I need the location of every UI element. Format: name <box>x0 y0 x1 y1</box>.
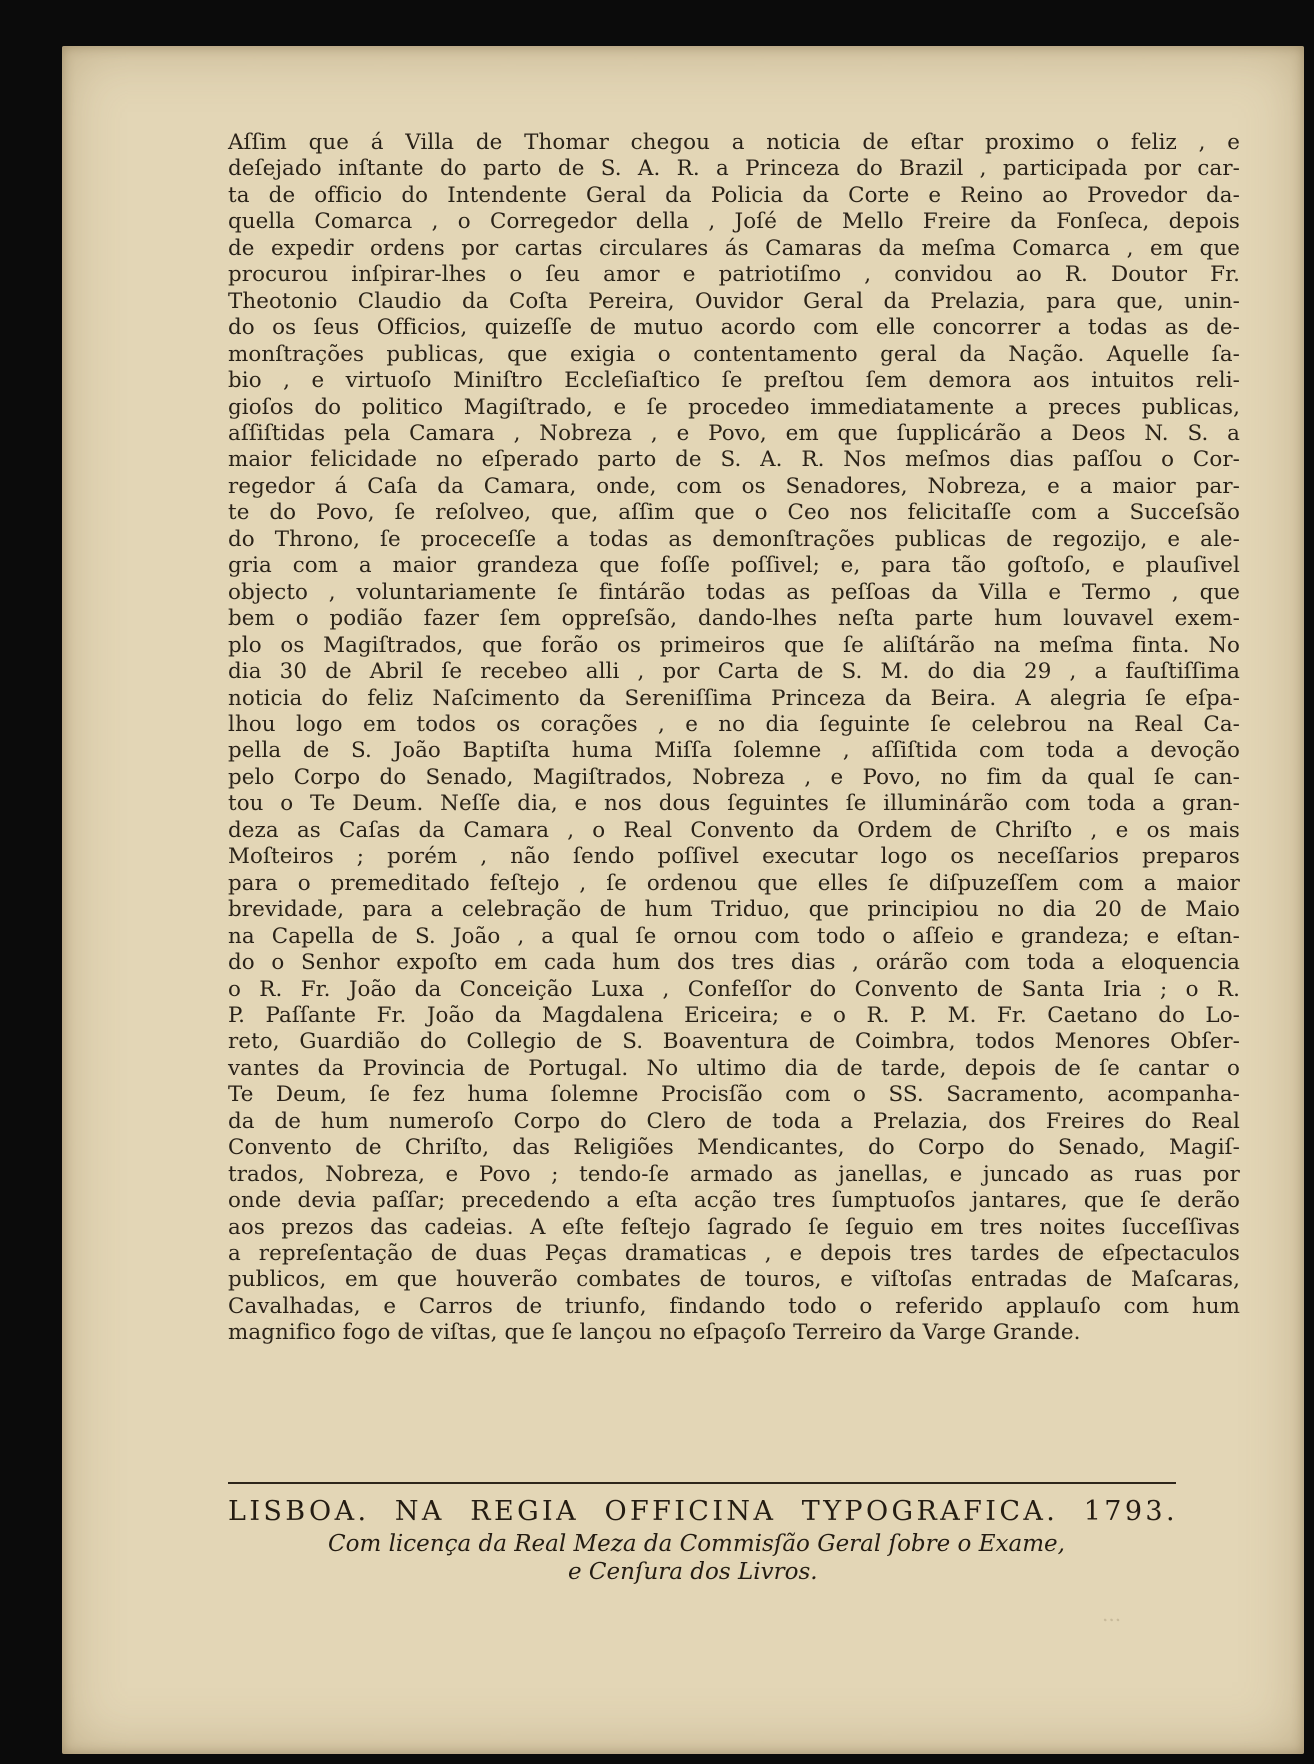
text-line: gioſos do politico Magiſtrado, e ſe procedeo immediatamente a preces publicas, <box>228 394 1240 420</box>
text-line: Theotonio Claudio da Coſta Pereira, Ouvidor Geral da Prelazia, para que, unin- <box>228 288 1240 314</box>
text-line: trados, Nobreza, e Povo ; tendo-ſe armado as janellas, e juncado as ruas por <box>228 1161 1240 1187</box>
imprint-license-line: Com licença da Real Meza da Commisſão Geral ſobre o Exame, <box>328 1531 1065 1557</box>
text-line: a repreſentação de duas Peças dramaticas , e depois tres tardes de eſpectaculos <box>228 1241 1240 1267</box>
text-line: Te Deum, ſe fez huma ſolemne Procisſão com o SS. Sacramento, acompanha- <box>228 1082 1240 1108</box>
text-line: pelo Corpo do Senado, Magiſtrados, Nobreza , e Povo, no fim da qual ſe can- <box>228 764 1240 790</box>
text-line: procurou inſpirar-lhes o ſeu amor e patriotiſmo , convidou ao R. Doutor Fr. <box>228 262 1240 288</box>
text-line: regedor á Caſa da Camara, onde, com os Senadores, Nobreza, e a maior par- <box>228 473 1240 499</box>
text-line: deza as Caſas da Camara , o Real Convento da Ordem de Chriſto , e os mais <box>228 817 1240 843</box>
text-line: maior felicidade no eſperado parto de S. A. R. Nos meſmos dias paſſou o Cor- <box>228 447 1240 473</box>
text-line: objecto , voluntariamente ſe fintárão todas as peſſoas da Villa e Termo , que <box>228 579 1240 605</box>
imprint-license-line-2: e Cenſura dos Livros. <box>568 1559 818 1585</box>
text-line: para o premeditado feſtejo , ſe ordenou que elles ſe diſpuzeſſem com a maior <box>228 870 1240 896</box>
text-line: vantes da Provincia de Portugal. No ultimo dia de tarde, depois de ſe cantar o <box>228 1055 1240 1081</box>
separator-rule <box>228 1482 1176 1484</box>
text-line: de expedir ordens por cartas circulares ás Camaras da meſma Comarca , em que <box>228 235 1240 261</box>
text-line: brevidade, para a celebração de hum Triduo, que principiou no dia 20 de Maio <box>228 897 1240 923</box>
text-line: Aſſim que á Villa de Thomar chegou a noticia de eſtar proximo o feliz , e <box>228 130 1240 155</box>
text-line: bem o podião fazer ſem oppreſsão, dando-lhes neſta parte hum louvavel exem- <box>228 606 1240 632</box>
text-line: monſtrações publicas, que exigia o contentamento geral da Nação. Aquelle ſa- <box>228 341 1240 367</box>
text-line: P. Paſſante Fr. João da Magdalena Ericeira; e o R. P. M. Fr. Caetano do Lo- <box>228 1002 1240 1028</box>
text-line: magnifico fogo de viſtas, que ſe lançou no eſpaçoſo Terreiro da Varge Grande. <box>228 1320 1081 1346</box>
text-line: Convento de Chriſto, das Religiões Mendicantes, do Corpo do Senado, Magiſ- <box>228 1135 1240 1161</box>
text-line: aos prezos das cadeias. A eſte feſtejo ſagrado ſe ſeguio em tres noites ſucceſſivas <box>228 1214 1240 1240</box>
show-through-text: ... <box>1102 1602 1122 1626</box>
text-line: lhou logo em todos os corações , e no dia ſeguinte ſe celebrou na Real Ca- <box>228 711 1240 737</box>
text-line: bio , e virtuoſo Miniſtro Eccleſiaſtico ſe preſtou ſem demora aos intuitos reli- <box>228 368 1240 394</box>
text-line: quella Comarca , o Corregedor della , Joſé de Mello Freire da Fonſeca, depois <box>228 209 1240 235</box>
text-line: do Throno, ſe proceceſſe a todas as demonſtrações publicas de regozijo, e ale- <box>228 526 1240 552</box>
text-line: Cavalhadas, e Carros de triunfo, findando todo o referido applauſo com hum <box>228 1293 1240 1319</box>
text-line: reto, Guardião do Collegio de S. Boaventura de Coimbra, todos Menores Obſer- <box>228 1029 1240 1055</box>
text-line: deſejado inſtante do parto de S. A. R. a Princeza do Brazil , participada por car- <box>228 156 1240 182</box>
text-line: te do Povo, ſe reſolveo, que, aſſim que o Ceo nos felicitaſſe com a Succeſsão <box>228 500 1240 526</box>
text-line: tou o Te Deum. Neſſe dia, e nos dous ſeguintes ſe illuminárão com toda a gran- <box>228 791 1240 817</box>
text-line: publicos, em que houverão combates de touros, e viſtoſas entradas de Maſcaras, <box>228 1267 1240 1293</box>
text-line: na Capella de S. João , a qual ſe ornou com todo o aſſeio e grandeza; e eſtan- <box>228 923 1240 949</box>
text-line: gria com a maior grandeza que foſſe poſſivel; e, para tão goſtoſo, e plauſivel <box>228 553 1240 579</box>
text-line: noticia do feliz Naſcimento da Sereniſſima Princeza da Beira. A alegria ſe eſpa- <box>228 685 1240 711</box>
imprint <box>228 1496 1178 1585</box>
text-line: dia 30 de Abril ſe recebeo alli , por Carta de S. M. do dia 29 , a fauſtiſſima <box>228 659 1240 685</box>
text-line: do os ſeus Officios, quizeſſe de mutuo acordo com elle concorrer a todas as de- <box>228 315 1240 341</box>
text-line: o R. Fr. João da Conceição Luxa , Confeſſor do Convento de Santa Iria ; o R. <box>228 976 1240 1002</box>
document-page <box>62 46 1304 1754</box>
text-line: ta de officio do Intendente Geral da Policia da Corte e Reino ao Provedor da- <box>228 182 1240 208</box>
text-line: pella de S. João Baptiſta huma Miſſa ſolemne , aſſiſtida com toda a devoção <box>228 738 1240 764</box>
imprint-publisher-line: LISBOA. NA REGIA OFFICINA TYPOGRAFICA. 1793. <box>228 1496 1178 1527</box>
text-line: do o Senhor expoſto em cada hum dos tres dias , orárão com toda a eloquencia <box>228 950 1240 976</box>
text-line: onde devia paſſar; precedendo a eſta acção tres ſumptuoſos jantares, que ſe derão <box>228 1188 1240 1214</box>
text-line: Moſteiros ; porém , não ſendo poſſivel executar logo os neceſſarios preparos <box>228 844 1240 870</box>
body-text <box>228 130 1240 1347</box>
text-line: da de hum numeroſo Corpo do Clero de toda a Prelazia, dos Freires do Real <box>228 1108 1240 1134</box>
text-line: aſſiſtidas pela Camara , Nobreza , e Povo, em que ſupplicárão a Deos N. S. a <box>228 420 1240 446</box>
text-line: plo os Magiſtrados, que forão os primeiros que ſe aliſtárão na meſma finta. No <box>228 632 1240 658</box>
